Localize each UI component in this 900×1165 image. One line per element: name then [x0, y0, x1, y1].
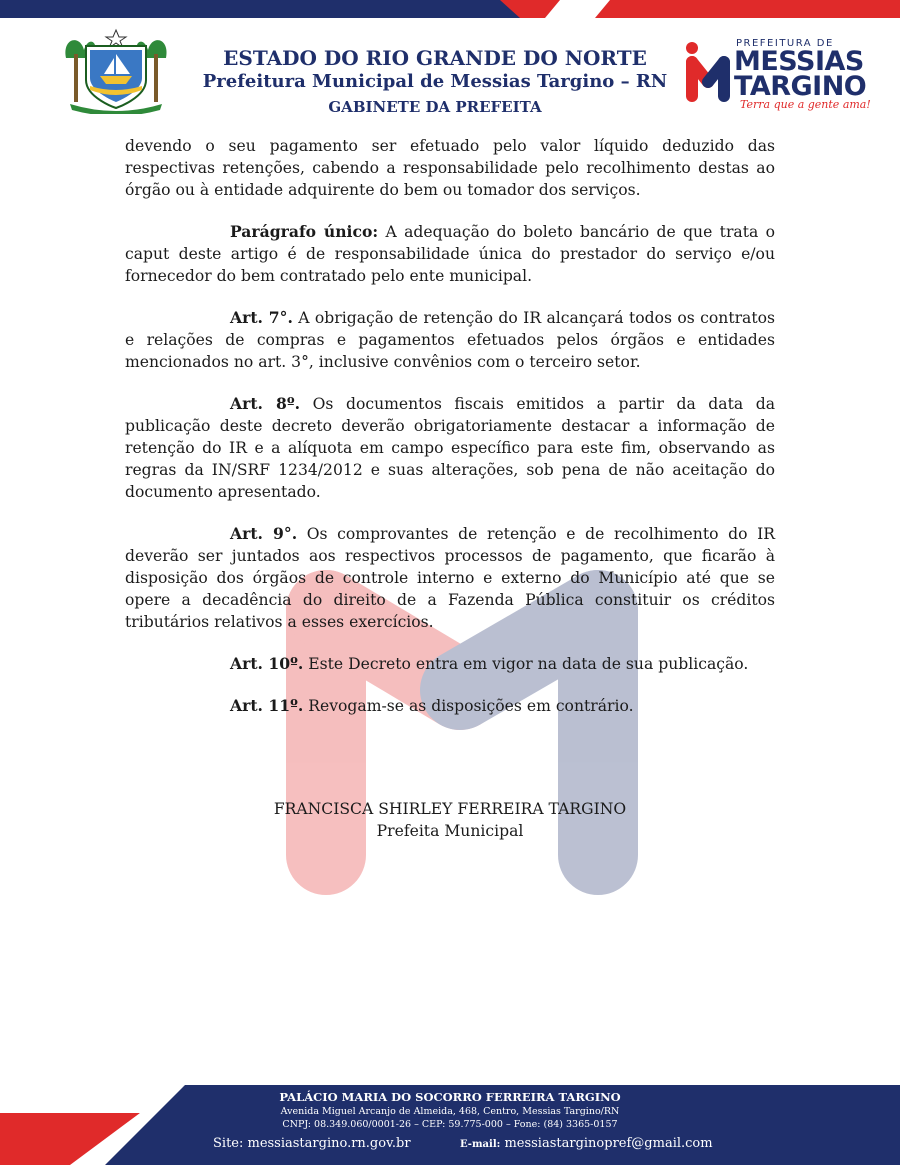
- state-coat-of-arms: [60, 28, 172, 114]
- article-7: Art. 7°. A obrigação de retenção do IR alcançará todos os contratos e relações de compras e pagamentos efetuados pelos órgãos e entidades mencionados no art. 3°, inclusive convênios com o terceiro setor.: [125, 308, 776, 371]
- article-11: Art. 11º. Revogam-se as disposições em contrário.: [230, 696, 634, 715]
- article-11-label: Art. 11º.: [230, 696, 304, 715]
- paragraph-unico: Parágrafo único: A adequação do boleto bancário de que trata o caput deste artigo é de responsabilidade única do prestador do serviço e/ou fornecedor do bem contratado pelo ente municipal.: [125, 222, 775, 285]
- logo-tagline: Terra que a gente ama!: [740, 98, 871, 111]
- footer-ids: CNPJ: 08.349.060/0001-26 – CEP: 59.775-000 – Fone: (84) 3365-0157: [282, 1119, 618, 1130]
- header-office: GABINETE DA PREFEITA: [328, 98, 542, 116]
- logo-line1: MESSIAS: [734, 46, 864, 77]
- city-logo-mark: [684, 42, 734, 104]
- document-body: [125, 135, 775, 737]
- paragraph-continuation: devendo o seu pagamento ser efetuado pelo valor líquido deduzido das respectivas retenções, cabendo a responsabilidade pelo recolhimento destas ao órgão ou à entidade adquirente do bem ou tomador dos serviços.: [125, 137, 775, 199]
- signature-block: [125, 798, 775, 842]
- top-decorative-bar: [0, 0, 900, 18]
- article-10-label: Art. 10º.: [230, 654, 304, 673]
- footer-email[interactable]: [460, 1136, 713, 1151]
- article-7-label: Art. 7°.: [230, 308, 293, 327]
- article-9: Art. 9°. Os comprovantes de retenção e de recolhimento do IR deverão ser juntados aos respectivos processos de pagamento, que ficarão à disposição dos órgãos de controle interno e externo do Município até que se opere a decadência do direito de a Fazenda Pública constituir os créditos tributários relativos a esses exercícios.: [125, 524, 776, 631]
- paragraph-unico-label: Parágrafo único:: [230, 222, 379, 241]
- article-9-label: Art. 9°.: [230, 524, 298, 543]
- article-8: Art. 8º. Os documentos fiscais emitidos a partir da data da publicação deste decreto deverão obrigatoriamente destacar a informação de retenção do IR e a alíquota em campo específico para este fim, observando as regras da IN/SRF 1234/2012 e suas alterações, sob pena de não aceitação do documento apresentado.: [125, 394, 775, 501]
- footer-address: Avenida Miguel Arcanjo de Almeida, 468, Centro, Messias Targino/RN: [280, 1106, 620, 1117]
- signatory-role: Prefeita Municipal: [376, 822, 524, 840]
- article-8-label: Art. 8º.: [230, 394, 301, 413]
- article-10: Art. 10º. Este Decreto entra em vigor na data de sua publicação.: [230, 654, 749, 673]
- logo-top-text: PREFEITURA DE: [736, 38, 834, 49]
- footer-email-label: E-mail:: [460, 1139, 501, 1150]
- logo-line2: TARGINO: [734, 71, 867, 102]
- header-prefecture: Prefeitura Municipal de Messias Targino – RN: [202, 71, 668, 92]
- footer-site-link[interactable]: Site: messiastargino.rn.gov.br: [213, 1136, 411, 1151]
- signatory-name: FRANCISCA SHIRLEY FERREIRA TARGINO: [273, 800, 627, 818]
- footer-text: [180, 1090, 720, 1131]
- footer-email-address[interactable]: messiastarginopref@gmail.com: [500, 1136, 713, 1151]
- footer-title: PALÁCIO MARIA DO SOCORRO FERREIRA TARGINO: [279, 1090, 621, 1104]
- header-text-block: [180, 46, 690, 118]
- city-logo: [684, 36, 874, 112]
- header-state: ESTADO DO RIO GRANDE DO NORTE: [223, 46, 647, 70]
